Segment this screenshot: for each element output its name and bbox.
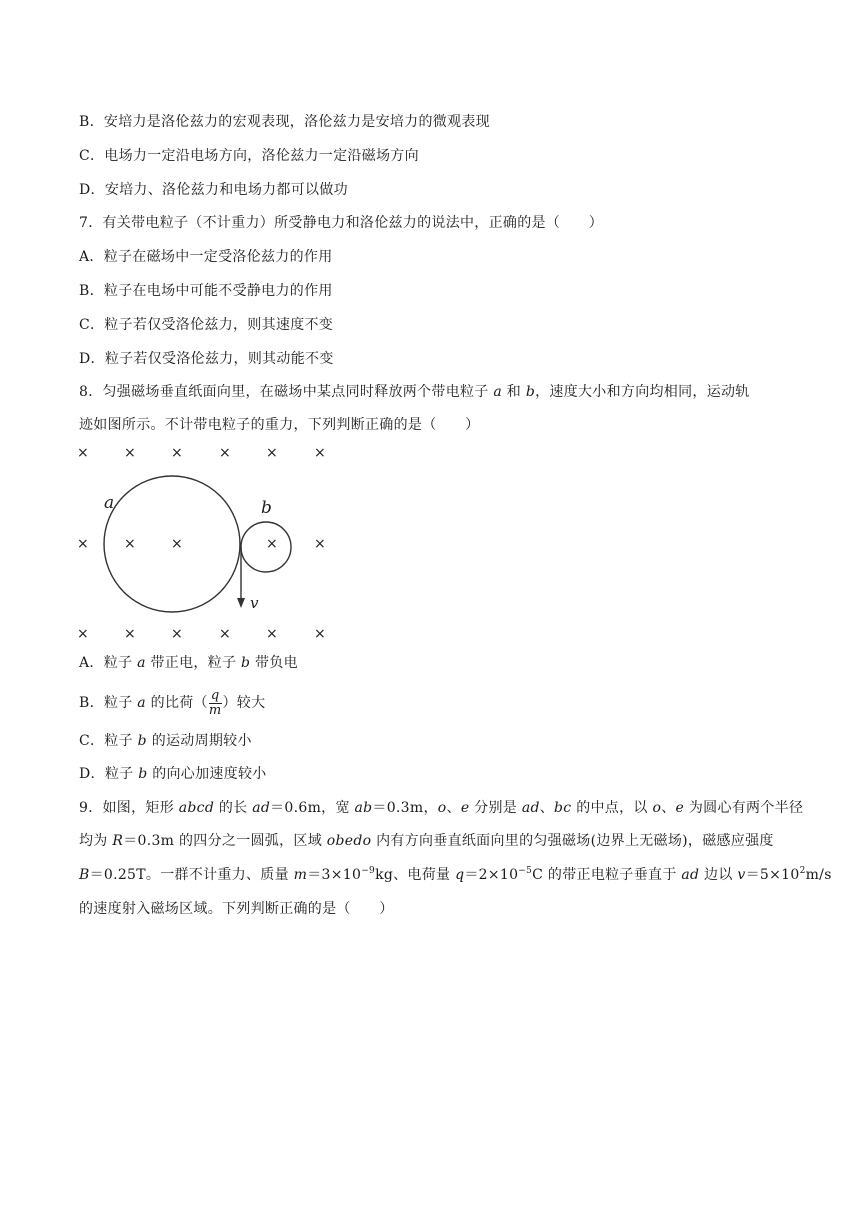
stem-text: 边以 <box>699 867 738 883</box>
exponent: 2 <box>799 866 806 876</box>
q7-option-b: B．粒子在电场中可能不受静电力的作用 <box>79 283 333 299</box>
q8-stem-text: 8．匀强磁场垂直纸面向里，在磁场中某点同时释放两个带电粒子 <box>79 384 494 400</box>
q9-stem-line2 <box>79 831 774 851</box>
stem-text: 、 <box>539 800 555 816</box>
q8-stem-text: ，速度大小和方向均相同，运动轨 <box>535 384 750 400</box>
field-cross: × <box>124 626 136 642</box>
label-a: a <box>104 493 115 513</box>
q8-option-a <box>79 653 298 673</box>
q8-figure <box>70 440 340 645</box>
stem-text: 为圆心有两个半径 <box>684 800 804 816</box>
q8-option-d <box>79 764 267 784</box>
stem-text: ＝0.3m， <box>372 800 438 816</box>
opt-text: C．粒子 <box>79 733 138 749</box>
var: o <box>652 800 662 816</box>
opt-text: ）较大 <box>222 695 266 711</box>
var-a: a <box>493 384 503 400</box>
var: R <box>112 833 124 849</box>
field-cross: × <box>77 445 89 461</box>
field-cross: × <box>314 536 326 552</box>
var: ad <box>252 800 271 816</box>
opt-text: 的运动周期较小 <box>146 733 252 749</box>
exponent: −9 <box>361 866 376 876</box>
opt-text: 带正电，粒子 <box>145 655 242 671</box>
stem-text: 均为 <box>79 833 113 849</box>
stem-text: ＝3×10 <box>307 867 362 883</box>
opt-text: D．粒子 <box>79 766 139 782</box>
stem-text: ＝2×10 <box>464 867 519 883</box>
q7-stem: 7．有关带电粒子（不计重力）所受静电力和洛伦兹力的说法中，正确的是（ ） <box>79 215 604 231</box>
charge-mass-ratio-fraction <box>209 689 222 718</box>
field-cross: × <box>77 536 89 552</box>
var-a: a <box>137 655 146 671</box>
field-cross: × <box>314 626 326 642</box>
q6-option-d: D．安培力、洛伦兹力和电场力都可以做功 <box>79 182 348 198</box>
var: ad <box>521 800 540 816</box>
stem-text: 9．如图，矩形 <box>79 800 179 816</box>
magnetic-field-crosses <box>77 445 326 642</box>
q8-option-b <box>79 686 265 720</box>
field-cross: × <box>171 536 183 552</box>
opt-text: 的向心加速度较小 <box>147 766 267 782</box>
q6-option-c: C．电场力一定沿电场方向，洛伦兹力一定沿磁场方向 <box>79 148 419 164</box>
var-b: b <box>138 766 148 782</box>
var: q <box>455 867 465 883</box>
var: bc <box>554 800 572 816</box>
var: o <box>437 800 447 816</box>
stem-text: 、 <box>446 800 461 816</box>
q8-option-c <box>79 731 252 751</box>
var: abcd <box>178 800 215 816</box>
q8-stem-text: 和 <box>502 384 526 400</box>
stem-text: 分别是 <box>469 800 522 816</box>
var-b: b <box>137 733 147 749</box>
field-cross: × <box>266 445 278 461</box>
opt-text: 带负电 <box>250 655 298 671</box>
fraction-numerator: q <box>209 689 222 704</box>
q6-option-b: B．安培力是洛伦兹力的宏观表现，洛伦兹力是安培力的微观表现 <box>79 114 490 130</box>
stem-text: ＝0.25T。一群不计重力、质量 <box>89 867 294 883</box>
var: e <box>675 800 685 816</box>
q9-stem-line4: 的速度射入磁场区域。下列判断正确的是（ ） <box>79 901 394 917</box>
stem-text: ＝5×10 <box>745 867 800 883</box>
exponent: −5 <box>518 866 533 876</box>
field-cross: × <box>266 536 278 552</box>
opt-text: 的比荷（ <box>145 695 208 711</box>
field-cross: × <box>124 445 136 461</box>
stem-text: 的长 <box>214 800 253 816</box>
stem-text: 、 <box>661 800 676 816</box>
q7-option-d: D．粒子若仅受洛伦兹力，则其动能不变 <box>79 351 334 367</box>
var-b: b <box>241 655 251 671</box>
field-cross: × <box>314 445 326 461</box>
stem-text: m/s <box>805 867 832 883</box>
field-cross: × <box>171 626 183 642</box>
field-cross: × <box>171 445 183 461</box>
var: v <box>737 867 746 883</box>
q7-option-a: A．粒子在磁场中一定受洛伦兹力的作用 <box>79 249 333 265</box>
var-a: a <box>137 695 146 711</box>
q8-stem-line2: 迹如图所示。不计带电粒子的重力，下列判断正确的是（ ） <box>79 417 480 433</box>
opt-text: A．粒子 <box>79 655 138 671</box>
q9-stem-line1 <box>79 798 803 818</box>
q9-stem-line3 <box>79 865 832 885</box>
stem-text: 内有方向垂直纸面向里的匀强磁场(边界上无磁场)，磁感应强度 <box>371 833 774 849</box>
field-cross: × <box>266 626 278 642</box>
var: e <box>460 800 470 816</box>
var: ad <box>681 867 700 883</box>
stem-text: kg、电荷量 <box>375 867 456 883</box>
stem-text: ＝0.3m 的四分之一圆弧，区域 <box>123 833 327 849</box>
q7-option-c: C．粒子若仅受洛伦兹力，则其速度不变 <box>79 317 334 333</box>
stem-text: 的中点，以 <box>571 800 653 816</box>
opt-text: B．粒子 <box>79 695 138 711</box>
var: m <box>293 867 308 883</box>
q8-stem-line1 <box>79 382 750 402</box>
field-cross: × <box>219 626 231 642</box>
var-b: b <box>525 384 536 400</box>
field-cross: × <box>124 536 136 552</box>
var: obedo <box>326 833 372 849</box>
label-v: v <box>250 594 259 612</box>
stem-text: ＝0.6m，宽 <box>270 800 355 816</box>
field-cross: × <box>219 445 231 461</box>
var: B <box>79 867 90 883</box>
velocity-arrow-head <box>237 598 245 608</box>
field-cross: × <box>77 626 89 642</box>
var: ab <box>354 800 373 816</box>
fraction-denominator: m <box>208 702 222 718</box>
label-b: b <box>261 498 272 518</box>
stem-text: C 的带正电粒子垂直于 <box>532 867 682 883</box>
